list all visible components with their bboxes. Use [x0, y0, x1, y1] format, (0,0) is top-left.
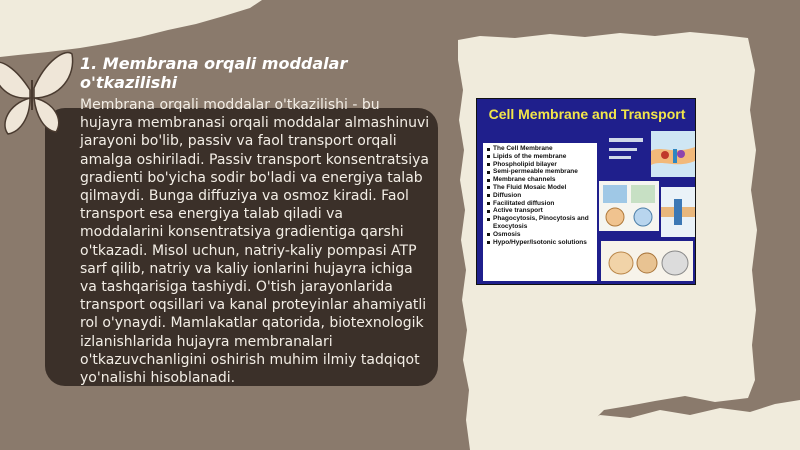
topic-item: Diffusion [486, 192, 595, 200]
topic-item: Active transport [486, 207, 595, 215]
topic-item: Hypo/Hyper/Isotonic solutions [486, 239, 595, 247]
slide-title: 1. Membrana orqali moddalar o'tkazilishi [80, 54, 348, 92]
topic-item: Osmosis [486, 231, 595, 239]
topic-item: Lipids of the membrane [486, 153, 595, 161]
cell-membrane-image [476, 98, 696, 285]
membrane-diagram-illustration [651, 131, 695, 177]
membrane-caption [605, 132, 651, 174]
channel-protein-illustration [661, 187, 695, 237]
slide-body-text: Membrana orqali moddalar o'tkazilishi - bu hujayra membranasi orqali moddalar almashinuvi jarayoni bo'lib, passiv va faol transport orqali amalga oshiriladi. Passiv transport konsentratsiya gradienti bo'yicha sodir bo'ladi va energiya talab qilmaydi. Bunga diffuziya va osmoz kiradi. Faol transport esa energiya talab qiladi va moddalarini konsentratsiya gradientiga qarshi o'tkazadi. Misol uchun, natriy-kaliy pompasi ATP sarf qilib, natriy va kaliy ionlarini hujayra ichiga va tashqarisiga tashiydi. O'tish jarayonlarida transport oqsillari va kanal proteyinlar ahamiyatli rol o'ynaydi. Mamlakatlar qatorida, biotexnologik izlanishlarida hujayra membranalari o'tkazuvchanligini oshirish muhim ilmiy tadqiqot yo'nalishi hisoblanadi. [80, 97, 430, 387]
topic-item: The Fluid Mosaic Model [486, 184, 595, 192]
image-title: Cell Membrane and Transport [488, 106, 686, 122]
topic-item: Facilitated diffusion [486, 200, 595, 208]
topic-item: Membrane channels [486, 176, 595, 184]
topic-item: The Cell Membrane [486, 145, 595, 153]
topic-list [483, 143, 597, 246]
cell-transport-illustration [599, 181, 659, 231]
torn-paper-top-left [0, 0, 262, 57]
topic-panel [483, 143, 597, 281]
topic-item: Phospholipid bilayer [486, 161, 595, 169]
topic-item: Phagocytosis, Pinocytosis and Exocytosis [486, 215, 595, 231]
osmosis-illustration [601, 241, 693, 281]
topic-item: Semi-permeable membrane [486, 168, 595, 176]
